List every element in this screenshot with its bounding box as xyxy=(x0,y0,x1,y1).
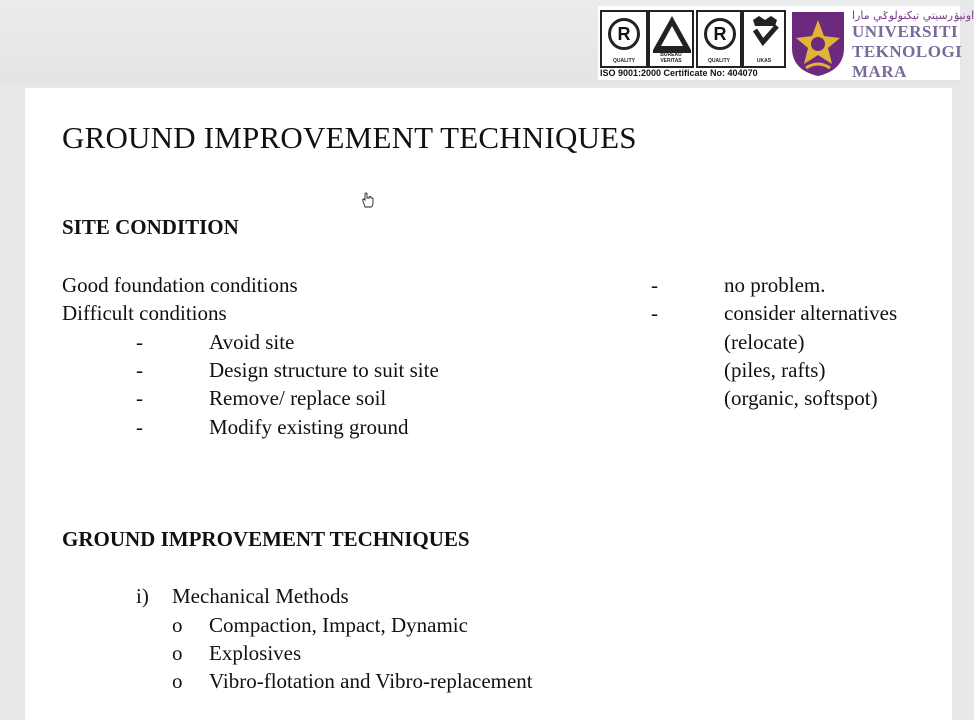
techniques-heading: GROUND IMPROVEMENT TECHNIQUES xyxy=(62,527,470,551)
uitm-line-2: TEKNOLOGI xyxy=(852,42,963,61)
option-text: Avoid site xyxy=(209,330,295,354)
condition-row-result: no problem. xyxy=(724,273,826,297)
uitm-line-1: UNIVERSITI xyxy=(852,22,959,41)
uitm-jawi-name: اونيۏرسيتي تيكنولوݢي مارا xyxy=(852,9,974,22)
document-title: GROUND IMPROVEMENT TECHNIQUES xyxy=(62,120,637,155)
certificate-caption: ISO 9001:2000 Certificate No: 404070 xyxy=(600,68,758,78)
method-item: Compaction, Impact, Dynamic xyxy=(209,613,468,637)
option-text: Design structure to suit site xyxy=(209,358,439,382)
site-condition-heading: SITE CONDITION xyxy=(62,215,239,239)
option-bullet: - xyxy=(136,358,143,382)
triangle-logo-icon xyxy=(651,14,693,54)
registered-mark-icon: R xyxy=(608,18,640,50)
condition-row-dash: - xyxy=(651,301,658,325)
condition-row-dash: - xyxy=(651,273,658,297)
method-item: Explosives xyxy=(209,641,302,665)
option-note: (relocate) xyxy=(724,330,805,354)
uitm-crest-icon xyxy=(788,8,848,78)
cert-badge-sub: QUALITY xyxy=(613,58,635,64)
uitm-line-3: MARA xyxy=(852,62,907,81)
condition-row-label: Good foundation conditions xyxy=(62,273,298,297)
option-note: (piles, rafts) xyxy=(724,358,826,382)
method-item-bullet: o xyxy=(172,669,183,693)
method-item: Vibro-flotation and Vibro-replacement xyxy=(209,669,533,693)
option-text: Remove/ replace soil xyxy=(209,386,387,410)
cert-badge-sub: BUREAU VERITAS xyxy=(660,52,682,64)
iso-cert-badge xyxy=(696,10,742,68)
option-text: Modify existing ground xyxy=(209,415,409,439)
cert-badge-sub: UKAS xyxy=(756,58,772,64)
method-item-bullet: o xyxy=(172,613,183,637)
option-bullet: - xyxy=(136,330,143,354)
method-item-bullet: o xyxy=(172,641,183,665)
option-bullet: - xyxy=(136,386,143,410)
method-number: i) xyxy=(136,584,149,608)
hand-cursor-icon xyxy=(361,192,375,208)
uitm-wordmark xyxy=(852,9,974,81)
condition-row-label: Difficult conditions xyxy=(62,301,227,325)
certification-logo-strip xyxy=(598,6,974,81)
crown-checkmark-icon xyxy=(745,14,785,54)
registered-mark-icon: R xyxy=(704,18,736,50)
method-title: Mechanical Methods xyxy=(172,584,349,608)
iso-cert-badge xyxy=(600,10,648,68)
document-page xyxy=(25,88,952,720)
cert-badge-sub: QUALITY xyxy=(708,58,730,64)
bureau-veritas-badge xyxy=(648,10,694,68)
condition-row-result: consider alternatives xyxy=(724,301,898,325)
ukas-badge xyxy=(742,10,786,68)
option-note: (organic, softspot) xyxy=(724,386,878,410)
option-bullet: - xyxy=(136,415,143,439)
